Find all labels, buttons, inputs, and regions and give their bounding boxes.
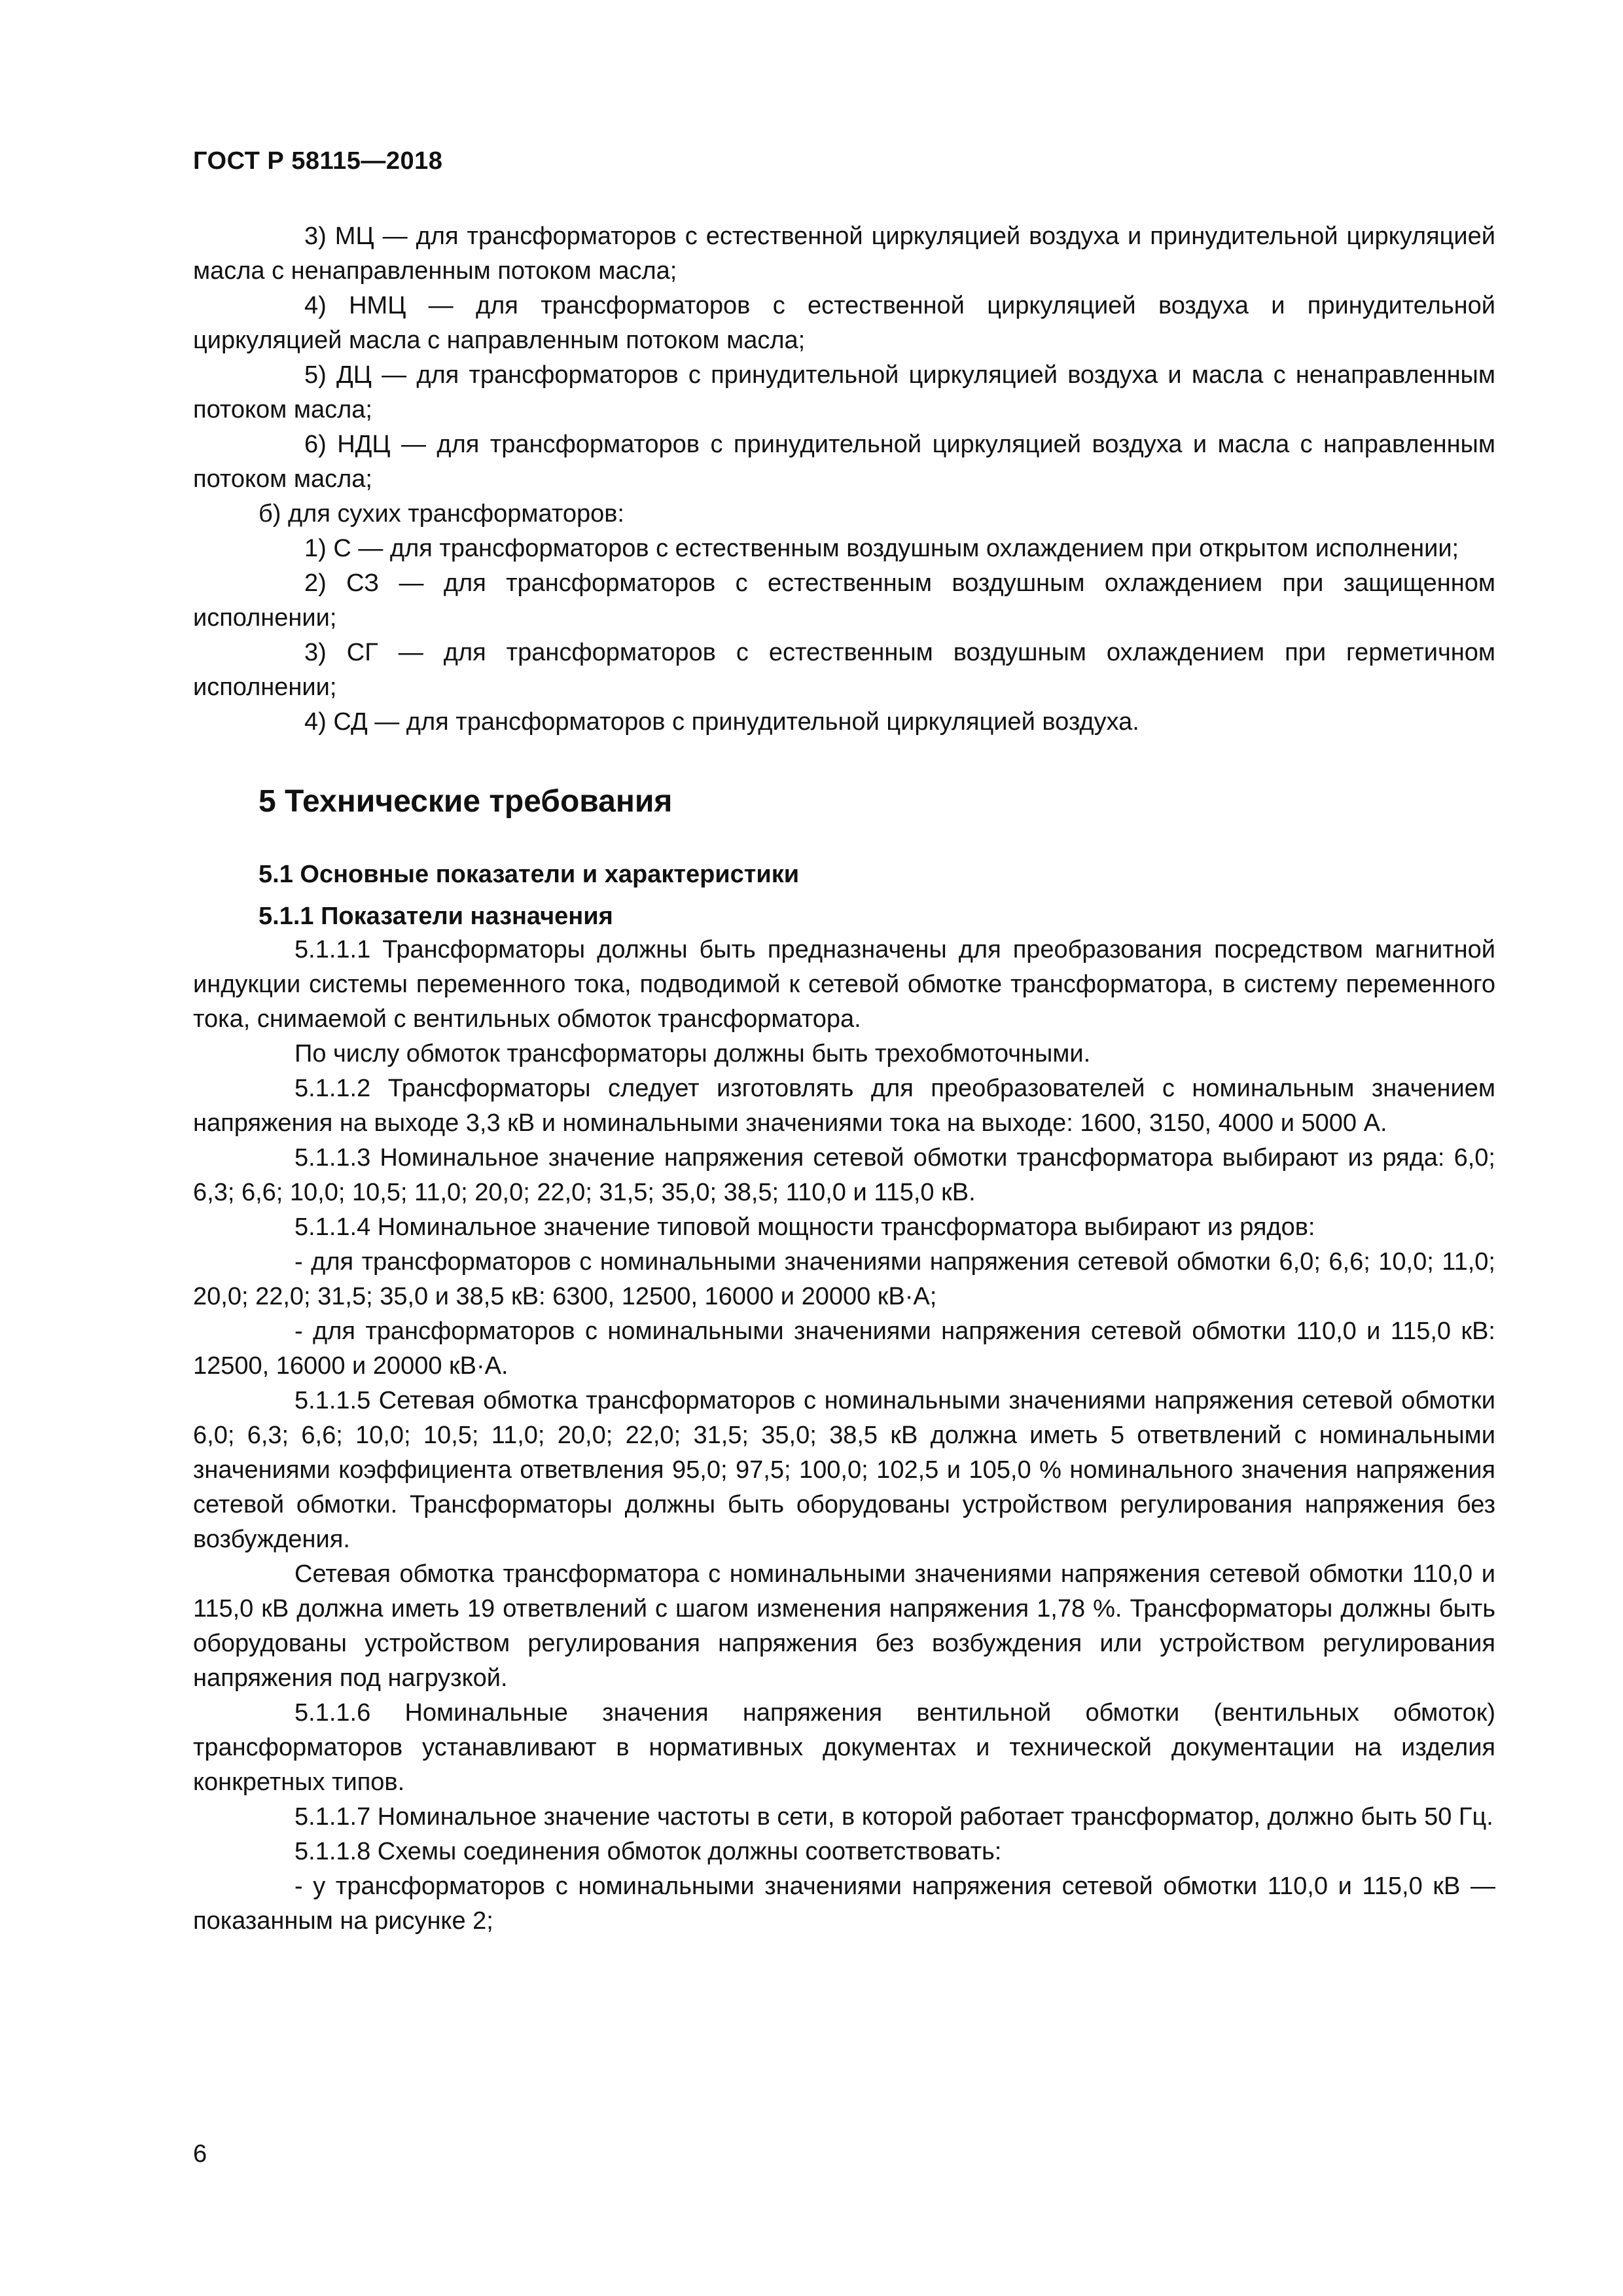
paragraph: 5.1.1.7 Номинальное значение частоты в сети, в которой работает трансформатор, должно быть 50 Гц.	[294, 1803, 1493, 1831]
subsection-title: 5.1 Основные показатели и характеристики	[259, 861, 800, 888]
list-item: 1) С — для трансформаторов с естественным воздушным охлаждением при открытом исполнении;	[304, 535, 1459, 562]
paragraph: 5.1.1.8 Схемы соединения обмоток должны соответствовать:	[294, 1838, 1002, 1865]
paragraph: Сетевая обмотка трансформатора с номинальными значениями напряжения сетевой обмотки 110,0 и 115,0 кВ должна иметь 19 ответвлений с шагом изменения напряжения 1,78 %. Трансформаторы должны быть оборудованы устройством регулирования напряжения без возбуждения или устройством регулирования напряжения под нагрузкой.	[193, 1560, 1495, 1692]
paragraph: - для трансформаторов с номинальными значениями напряжения сетевой обмотки 6,0; 6,6; 10,0; 11,0; 20,0; 22,0; 31,5; 35,0 и 38,5 кВ: 6300, 12500, 16000 и 20000 кВ·А;	[193, 1248, 1495, 1310]
list-item: 3) СГ — для трансформаторов с естественным воздушным охлаждением при герметичном исполнении;	[193, 639, 1495, 701]
list-item: 5) ДЦ — для трансформаторов с принудительной циркуляцией воздуха и масла с ненаправленным потоком масла;	[193, 361, 1495, 423]
paragraph: 5.1.1.5 Сетевая обмотка трансформаторов с номинальными значениями напряжения сетевой обмотки 6,0; 6,3; 6,6; 10,0; 10,5; 11,0; 20,0; 22,0; 31,5; 35,0; 38,5 кВ должна иметь 5 ответвлений с номинальными значениями коэффициента ответвления 95,0; 97,5; 100,0; 102,5 и 105,0 % номинального значения напряжения сетевой обмотки. Трансформаторы должны быть оборудованы устройством регулирования напряжения без возбуждения.	[193, 1387, 1495, 1553]
paragraph: 5.1.1.2 Трансформаторы следует изготовлять для преобразователей с номинальным значением напряжения на выходе 3,3 кВ и номинальными значениями тока на выходе: 1600, 3150, 4000 и 5000 А.	[193, 1075, 1495, 1137]
document-body	[193, 219, 1495, 1939]
paragraph: 5.1.1.4 Номинальное значение типовой мощности трансформатора выбирают из рядов:	[294, 1213, 1315, 1241]
list-item: 2) СЗ — для трансформаторов с естественным воздушным охлаждением при защищенном исполнении;	[193, 569, 1495, 632]
list-item: 4) СД — для трансформаторов с принудительной циркуляцией воздуха.	[304, 708, 1139, 736]
section-title: 5 Технические требования	[259, 784, 673, 819]
paragraph: По числу обмоток трансформаторы должны быть трехобмоточными.	[294, 1040, 1091, 1067]
subsubsection-title: 5.1.1 Показатели назначения	[259, 903, 613, 930]
list-item: 4) НМЦ — для трансформаторов с естественной циркуляцией воздуха и принудительной циркуляцией масла с направленным потоком масла;	[193, 292, 1495, 354]
paragraph: 5.1.1.6 Номинальные значения напряжения вентильной обмотки (вентильных обмоток) трансформаторов устанавливают в нормативных документах и технической документации на изделия конкретных типов.	[193, 1699, 1495, 1796]
list-heading-dry: б) для сухих трансформаторов:	[259, 500, 624, 528]
paragraph: - для трансформаторов с номинальными значениями напряжения сетевой обмотки 110,0 и 115,0 кВ: 12500, 16000 и 20000 кВ·А.	[193, 1318, 1495, 1380]
paragraph: - у трансформаторов с номинальными значениями напряжения сетевой обмотки 110,0 и 115,0 кВ — показанным на рисунке 2;	[193, 1873, 1495, 1935]
list-item: 6) НДЦ — для трансформаторов с принудительной циркуляцией воздуха и масла с направленным потоком масла;	[193, 431, 1495, 493]
page-number: 6	[193, 2140, 207, 2168]
paragraph: 5.1.1.3 Номинальное значение напряжения сетевой обмотки трансформатора выбирают из ряда: 6,0; 6,3; 6,6; 10,0; 10,5; 11,0; 20,0; 22,0; 31,5; 35,0; 38,5; 110,0 и 115,0 кВ.	[193, 1144, 1495, 1206]
list-item: 3) МЦ — для трансформаторов с естественной циркуляцией воздуха и принудительной циркуляцией масла с ненаправленным потоком масла;	[193, 223, 1495, 285]
paragraph: 5.1.1.1 Трансформаторы должны быть предназначены для преобразования посредством магнитной индукции системы переменного тока, подводимой к сетевой обмотке трансформатора, в систему переменного тока, снимаемой с вентильных обмоток трансформатора.	[193, 936, 1495, 1033]
document-header: ГОСТ Р 58115—2018	[193, 147, 443, 175]
